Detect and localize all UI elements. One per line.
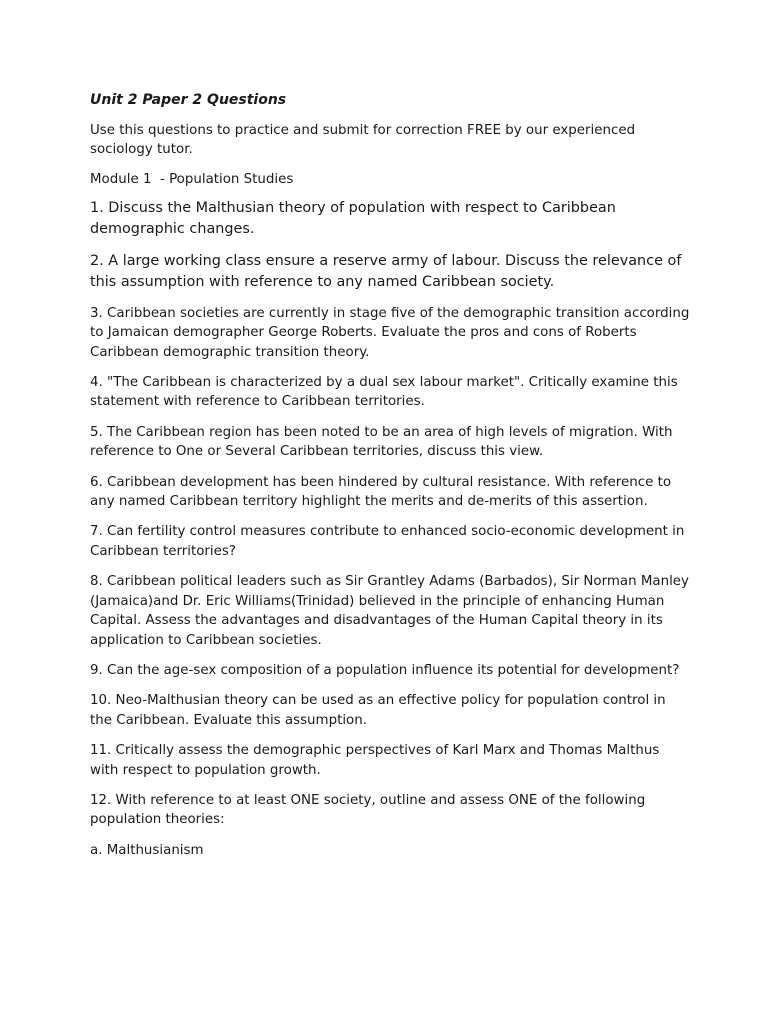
question-8: 8. Caribbean political leaders such as Sir Grantley Adams (Barbados), Sir Norman Manley (Jamaica)and Dr. Eric Williams(Trinidad) believed in the principle of enhancing Human Capital. Assess the advantages and disadvantages of the Human Capital theory in its application to Caribbean societies. [90,574,689,648]
question-3: 3. Caribbean societies are currently in stage five of the demographic transition according to Jamaican demographer George Roberts. Evaluate the pros and cons of Roberts Caribbean demographic transition theory. [90,305,690,360]
question-2: 2. A large working class ensure a reserve army of labour. Discuss the relevance of this assumption with reference to any named Caribbean society. [90,252,682,290]
list-item-a: a. Malthusianism [90,842,204,858]
question-11: 11. Critically assess the demographic perspectives of Karl Marx and Thomas Malthus with respect to population growth. [90,743,660,778]
intro-paragraph: Use this questions to practice and submit for correction FREE by our experienced sociology tutor. [90,123,636,158]
question-1: 1. Discuss the Malthusian theory of population with respect to Caribbean demographic changes. [90,199,616,237]
question-10: 10. Neo-Malthusian theory can be used as an effective policy for population control in the Caribbean. Evaluate this assumption. [90,693,666,728]
question-5: 5. The Caribbean region has been noted to be an area of high levels of migration. With reference to One or Several Caribbean territories, discuss this view. [90,424,673,460]
page-title: Unit 2 Paper 2 Questions [90,92,287,108]
module-heading: Module 1 - Population Studies [90,171,294,187]
question-6: 6. Caribbean development has been hindered by cultural resistance. With reference to any named Caribbean territory highlight the merits and de-merits of this assertion. [90,474,672,510]
question-4: 4. "The Caribbean is characterized by a dual sex labour market". Critically examine this statement with reference to Caribbean territories. [90,375,678,410]
question-12: 12. With reference to at least ONE society, outline and assess ONE of the following population theories: [90,792,646,828]
question-9: 9. Can the age-sex composition of a population influence its potential for development? [90,662,680,678]
question-7: 7. Can fertility control measures contribute to enhanced socio-economic development in Caribbean territories? [90,524,685,559]
document-body [90,90,690,871]
